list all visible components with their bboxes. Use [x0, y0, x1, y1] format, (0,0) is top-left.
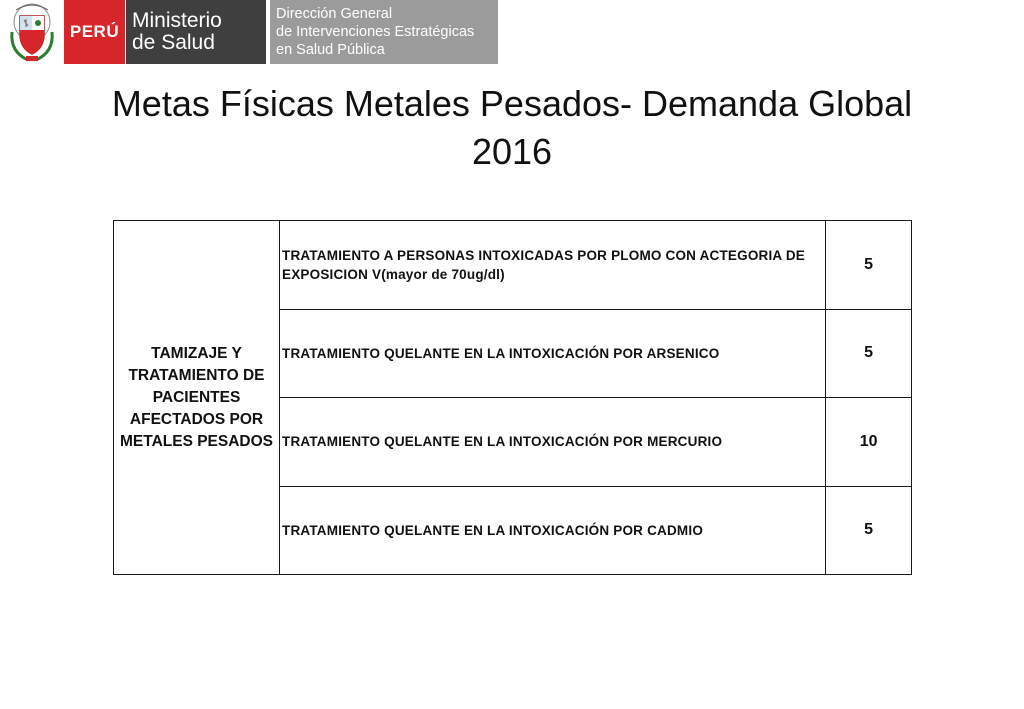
row-value: 5 [826, 486, 912, 575]
row-value: 5 [826, 309, 912, 398]
ministry-line-1: Ministerio [132, 9, 222, 32]
national-coat-of-arms-icon [8, 2, 56, 64]
row-description: TRATAMIENTO QUELANTE EN LA INTOXICACIÓN POR ARSENICO [280, 309, 826, 398]
peru-logo-block [64, 0, 125, 64]
slide-title-line-2: 2016 [471, 131, 553, 172]
direction-line-3: en Salud Pública [276, 42, 385, 58]
group-label-cell: TAMIZAJE Y TRATAMIENTO DE PACIENTES AFECTADOS POR METALES PESADOS [114, 221, 280, 575]
direction-line-1: Dirección General [276, 6, 393, 22]
header-logo-band [8, 0, 498, 66]
ministry-logo-block [126, 0, 266, 64]
peru-label: PERÚ [69, 22, 120, 41]
row-description: TRATAMIENTO QUELANTE EN LA INTOXICACIÓN POR MERCURIO [280, 398, 826, 487]
direction-logo-block [270, 0, 498, 64]
direction-line-2: de Intervenciones Estratégicas [276, 24, 475, 40]
slide-title [0, 80, 1024, 176]
physical-goals-table [113, 220, 912, 575]
ministry-line-2: de Salud [132, 31, 215, 54]
row-description: TRATAMIENTO QUELANTE EN LA INTOXICACIÓN POR CADMIO [280, 486, 826, 575]
row-description: TRATAMIENTO A PERSONAS INTOXICADAS POR PLOMO CON ACTEGORIA DE EXPOSICION V(mayor de 70ug/dl) [280, 221, 826, 310]
row-value: 10 [826, 398, 912, 487]
slide-title-line-1: Metas Físicas Metales Pesados- Demanda Global [111, 83, 913, 124]
row-value: 5 [826, 221, 912, 310]
table-row [114, 221, 912, 310]
